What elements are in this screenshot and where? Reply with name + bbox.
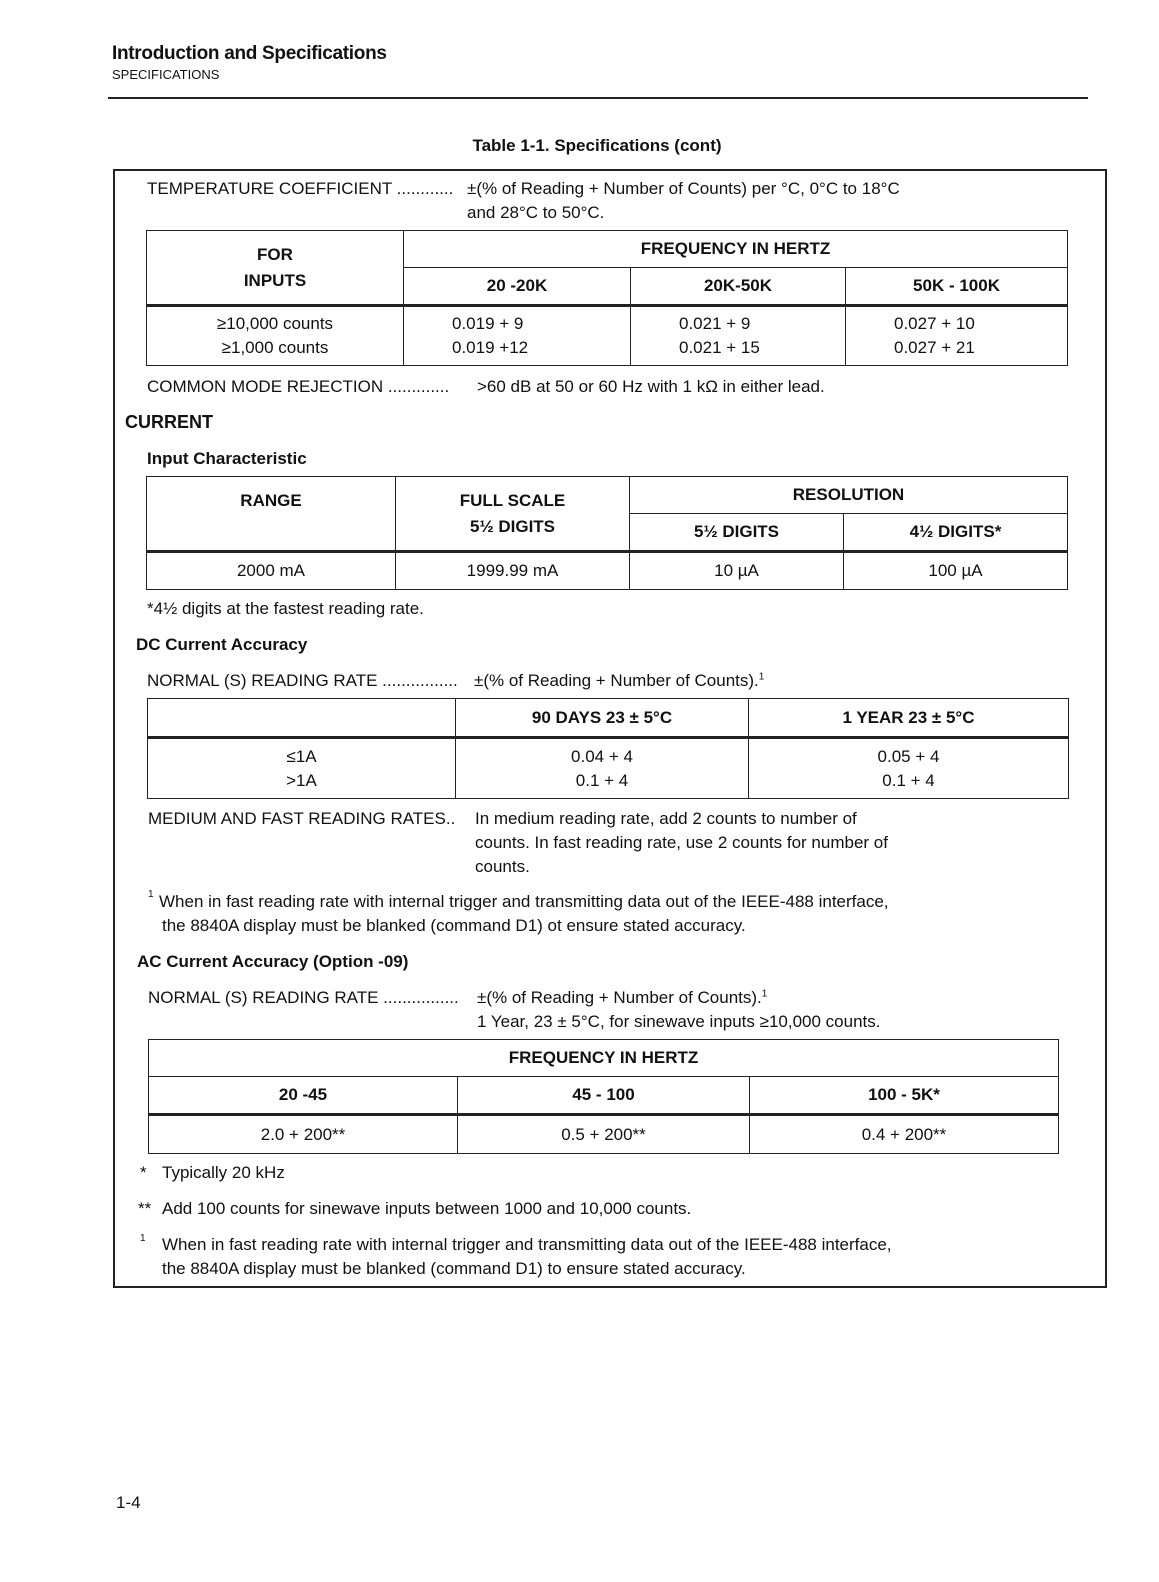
col-header: 20 -20K [404, 268, 631, 306]
page-subtitle: SPECIFICATIONS [112, 67, 220, 82]
freq-header: FREQUENCY IN HERTZ [404, 231, 1068, 268]
header-rule [108, 97, 1088, 99]
ac-accuracy-heading: AC Current Accuracy (Option -09) [137, 952, 409, 971]
med-fast-label: MEDIUM AND FAST READING RATES.. [148, 809, 456, 828]
range-cell: 2000 mA [147, 552, 396, 590]
dc-note-line: When in fast reading rate with internal trigger and transmitting data out of the IEEE-488 interface, [159, 892, 889, 911]
dc-accuracy-table [147, 698, 1069, 799]
table-title: Table 1-1. Specifications (cont) [472, 136, 722, 155]
blank-header [148, 699, 456, 738]
full-scale-header: FULL SCALE 5½ DIGITS [396, 477, 630, 552]
inputs-cell: ≥10,000 counts ≥1,000 counts [147, 306, 404, 366]
freq-header: FREQUENCY IN HERTZ [149, 1040, 1059, 1077]
ac-accuracy-table [148, 1039, 1059, 1154]
page-number: 1-4 [116, 1493, 141, 1512]
col-header: 100 - 5K* [750, 1077, 1059, 1115]
value-cell: 0.05 + 4 0.1 + 4 [749, 738, 1069, 799]
dc-note-line-2: the 8840A display must be blanked (command D1) ot ensure stated accuracy. [162, 916, 746, 935]
value-cell: 0.027 + 10 0.027 + 21 [846, 306, 1068, 366]
res-col-header: 4½ DIGITS* [844, 514, 1068, 552]
ac-note-text: Add 100 counts for sinewave inputs between 1000 and 10,000 counts. [162, 1199, 692, 1218]
med-fast-value-2: counts. In fast reading rate, use 2 counts for number of [475, 833, 888, 852]
value-cell: 0.04 + 4 0.1 + 4 [456, 738, 749, 799]
value-cell: 0.5 + 200** [458, 1115, 750, 1154]
res-col-header: 5½ DIGITS [630, 514, 844, 552]
input-characteristic-heading: Input Characteristic [147, 449, 307, 468]
col-header: 20 -45 [149, 1077, 458, 1115]
page-title: Introduction and Specifications [112, 43, 387, 64]
temp-coeff-label: TEMPERATURE COEFFICIENT ............ [147, 179, 454, 198]
col-header: 20K-50K [631, 268, 846, 306]
col-header: 1 YEAR 23 ± 5°C [749, 699, 1069, 738]
for-inputs-header: FOR INPUTS [147, 231, 404, 306]
range-header: RANGE [147, 477, 396, 552]
dc-normal-value: ±(% of Reading + Number of Counts).$^1$ [474, 671, 765, 690]
temp-coeff-value-2: and 28°C to 50°C. [467, 203, 605, 222]
res-45-cell: 100 µA [844, 552, 1068, 590]
range-cell: ≤1A >1A [148, 738, 456, 799]
input-char-footnote: *4½ digits at the fastest reading rate. [147, 599, 424, 618]
med-fast-value-3: counts. [475, 857, 530, 876]
input-characteristic-table [146, 476, 1068, 590]
value-cell: 2.0 + 200** [149, 1115, 458, 1154]
value-cell: 0.4 + 200** [750, 1115, 1059, 1154]
temp-coeff-table [146, 230, 1068, 366]
col-header: 45 - 100 [458, 1077, 750, 1115]
resolution-header: RESOLUTION [630, 477, 1068, 514]
col-header: 90 DAYS 23 ± 5°C [456, 699, 749, 738]
cmr-label: COMMON MODE REJECTION ............. [147, 377, 450, 396]
res-55-cell: 10 µA [630, 552, 844, 590]
full-scale-cell: 1999.99 mA [396, 552, 630, 590]
col-header: 50K - 100K [846, 268, 1068, 306]
cmr-value: >60 dB at 50 or 60 Hz with 1 kΩ in either lead. [477, 377, 825, 396]
value-cell: 0.019 + 9 0.019 +12 [404, 306, 631, 366]
current-heading: CURRENT [125, 412, 213, 432]
ac-note-marker: ** [138, 1199, 152, 1218]
dc-accuracy-heading: DC Current Accuracy [136, 635, 308, 654]
ac-normal-label: NORMAL (S) READING RATE ................ [148, 988, 459, 1007]
ac-note-marker: 1 [140, 1233, 146, 1244]
ac-normal-value-2: 1 Year, 23 ± 5°C, for sinewave inputs ≥10,000 counts. [477, 1012, 881, 1031]
ac-note-text-2: the 8840A display must be blanked (command D1) to ensure stated accuracy. [162, 1259, 746, 1278]
med-fast-value: In medium reading rate, add 2 counts to number of [475, 809, 857, 828]
dc-note-marker: 1 [148, 889, 154, 900]
dc-normal-label: NORMAL (S) READING RATE ................ [147, 671, 458, 690]
ac-note-text: When in fast reading rate with internal trigger and transmitting data out of the IEEE-488 interface, [162, 1235, 892, 1254]
ac-note-marker: * [140, 1163, 147, 1182]
value-cell: 0.021 + 9 0.021 + 15 [631, 306, 846, 366]
ac-note-text: Typically 20 kHz [162, 1163, 285, 1182]
temp-coeff-value: ±(% of Reading + Number of Counts) per °C, 0°C to 18°C [467, 179, 900, 198]
ac-normal-value: ±(% of Reading + Number of Counts).$^1$ [477, 988, 768, 1007]
